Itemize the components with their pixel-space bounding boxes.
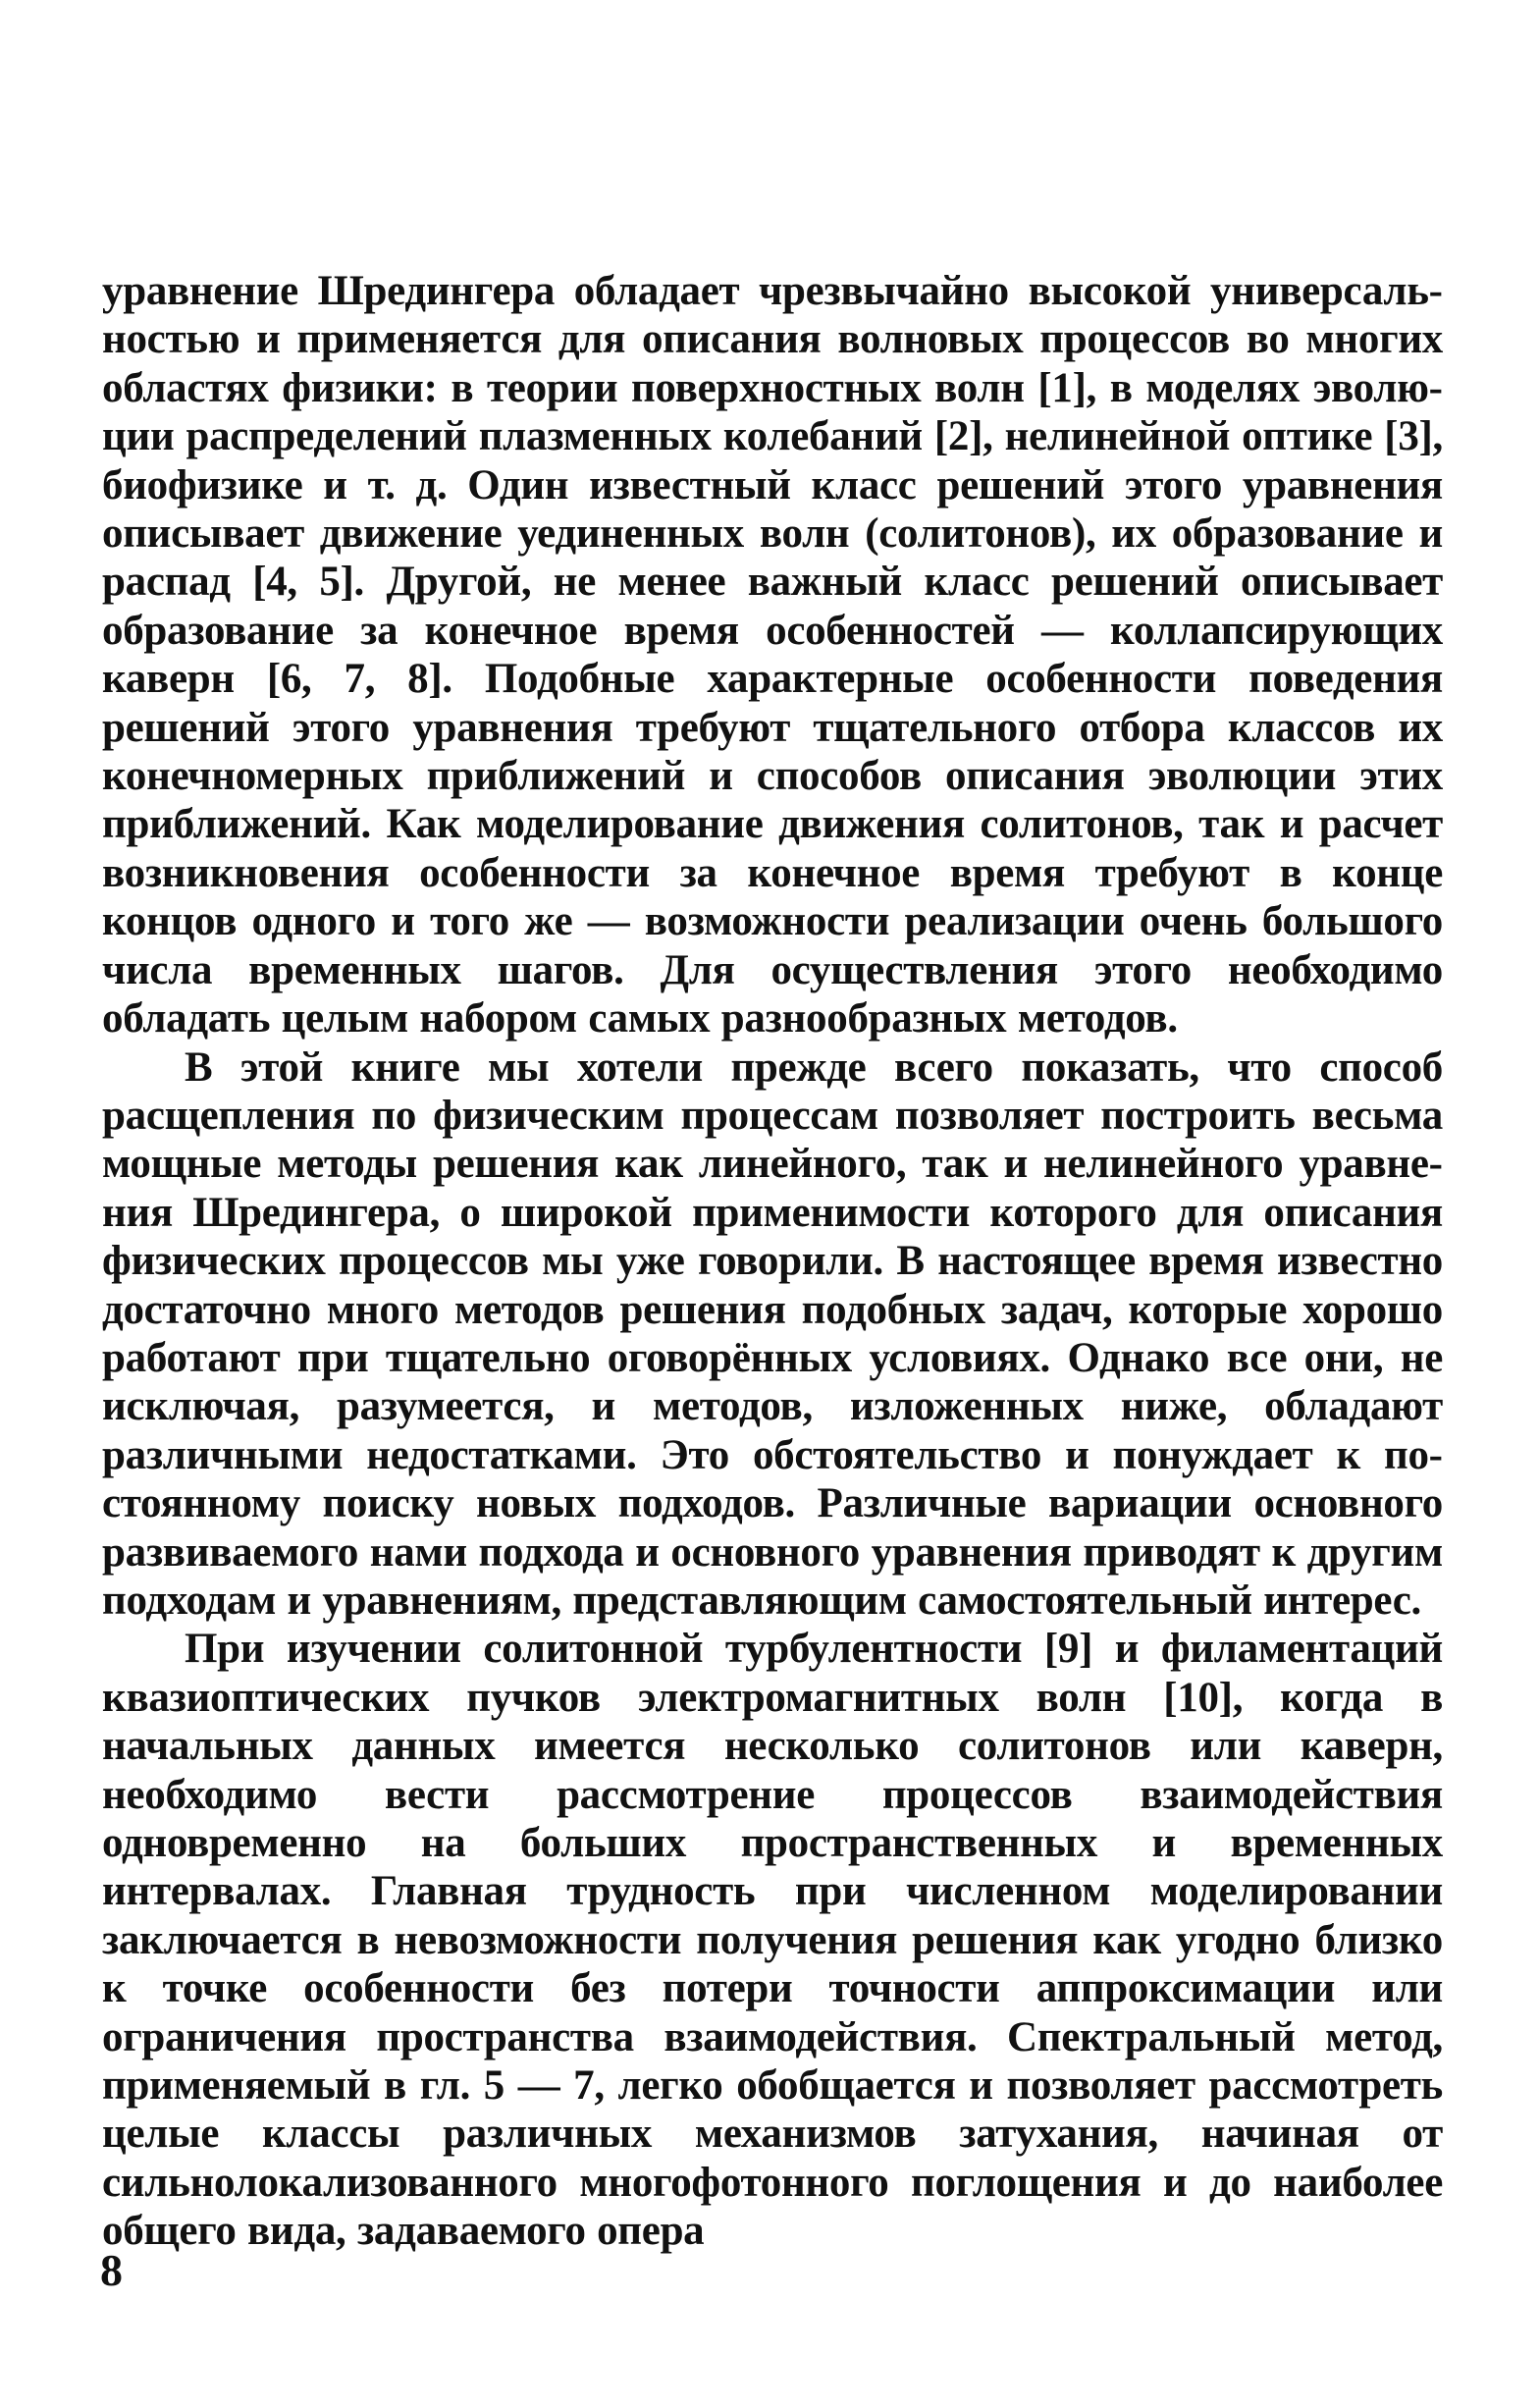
paragraph-3: При изучении солитонной турбулентности [9] и филаментаций квазиоптических пучков электромагнитных волн [10], когда в начальных данных имеется несколько солитонов или каверн, необходимо вести рассмотрение процессов взаимодействия одновременно на больших пространственных и временных интервалах. Главная трудность при численном моделировании заключается в невозможности получения решения как угодно близко к точке особенности без потери точности аппроксимации или ограничения пространства взаимодействия. Спектральный метод, применяемый в гл. 5 — 7, легко обобщается и позволяет рассмотреть целые классы различных механизмов затухания, начиная от сильнолокализованного многофотонного поглощения и до наиболее общего вида, задаваемого опера [102,1626,1443,2255]
body-text [102,267,1443,2256]
page-number: 8 [100,2245,123,2295]
paragraph-1: уравнение Шредингера обладает чрезвычайно высокой универсальностью и применяется для описания волновых процессов во многих областях физики: в теории поверхностных волн [1], в моделях эволюции распределений плазменных колебаний [2], нелинейной оптике [3], биофизике и т. д. Один известный класс решений этого уравнения описывает движение уединенных волн (солитонов), их образование и распад [4, 5]. Другой, не менее важный класс решений описывает образование за конечное время особенностей — коллапсирующих каверн [6, 7, 8]. Подобные характерные особенности поведения решений этого уравнения требуют тщательного отбора классов их конечномерных приближений и способов описания эволюции этих приближений. Как моделирование движения солитонов, так и расчет возникновения особенности за конечное время требуют в конце концов одного и того же — возможности реализации очень большого числа временных шагов. Для осуществления этого необходимо обладать целым набором самых разнообразных методов. [102,268,1443,1043]
paragraph-2: В этой книге мы хотели прежде всего показать, что способ расщепления по физическим процессам позволяет построить весьма мощные методы решения как линейного, так и нелинейного уравнения Шредингера, о широкой применимости которого для описания физических процессов мы уже говорили. В настоящее время известно достаточно много методов решения подобных задач, которые хорошо работают при тщательно оговорённых условиях. Однако все они, не исключая, разумеется, и методов, изложенных ниже, обладают различными недостатками. Это обстоятельство и понуждает к постоянному поиску новых подходов. Различные вариации основного развиваемого нами подхода и основного уравнения приводят к другим подходам и уравнениям, представляющим самостоятельный интерес. [102,1043,1443,1624]
